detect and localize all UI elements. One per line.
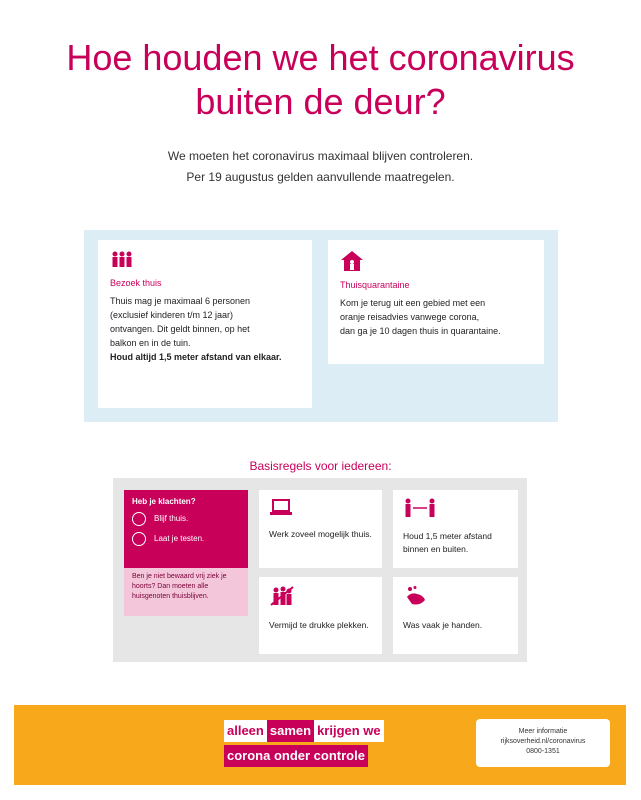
- title-line-2: buiten de deur?: [195, 81, 446, 122]
- card-quarantine: [328, 240, 544, 364]
- basis-rules-title: Basisregels voor iedereen:: [249, 459, 392, 473]
- title-line-1: Hoe houden we het coronavirus: [66, 37, 575, 78]
- card-line: dan ga je 10 dagen thuis in quarantaine.: [340, 326, 501, 336]
- slogan-word: krijgen we: [314, 720, 384, 742]
- card-line: ontvangen. Dit geldt binnen, op het: [110, 324, 250, 334]
- symptoms-note: Ben je niet bewaard vrij ziek je hoorts? Dan moeten alle huisgenoten thuisblijven.: [124, 568, 248, 616]
- info-line: Meer informatie: [518, 728, 568, 735]
- card-line: (exclusief kinderen t/m 12 jaar): [110, 310, 234, 320]
- rule-text: Was vaak je handen.: [403, 620, 483, 630]
- intro-line-2: Per 19 augustus gelden aanvullende maatregelen.: [186, 170, 455, 184]
- rule-text: Werk zoveel mogelijk thuis.: [269, 529, 372, 539]
- card-line: balkon en in de tuin.: [110, 338, 191, 348]
- intro-line-1: We moeten het coronavirus maximaal blijven controleren.: [167, 149, 474, 163]
- intro-text: [0, 146, 641, 188]
- page-title: [0, 36, 641, 124]
- laptop-icon: [269, 498, 293, 516]
- rule-text: Houd 1,5 meter afstand binnen en buiten.: [403, 531, 492, 554]
- crowd-avoid-icon: [269, 585, 295, 607]
- rule-wash-hands: [393, 577, 518, 654]
- card-line: oranje reisadvies vanwege corona,: [340, 312, 480, 322]
- symptoms-item: [132, 532, 240, 546]
- card-bold-note: Houd altijd 1,5 meter afstand van elkaar.: [110, 352, 282, 362]
- symptoms-card: [124, 490, 248, 568]
- symptoms-heading: Heb je klachten?: [132, 497, 196, 506]
- house-quarantine-icon: [340, 250, 364, 272]
- card-line: Thuis mag je maximaal 6 personen: [110, 296, 251, 306]
- slogan: [224, 720, 444, 770]
- slogan-word: samen: [267, 720, 314, 742]
- card-heading: Thuisquarantaine: [340, 280, 410, 290]
- rule-text: Vermijd te drukke plekken.: [269, 620, 369, 630]
- card-heading: Bezoek thuis: [110, 278, 162, 288]
- info-phone: 0800-1351: [526, 748, 560, 755]
- info-link[interactable]: rijksoverheid.nl/coronavirus: [500, 738, 586, 745]
- hand-wash-icon: [403, 585, 429, 607]
- test-icon: [132, 532, 146, 546]
- slogan-word: alleen: [224, 720, 267, 742]
- card-line: Kom je terug uit een gebied met een: [340, 298, 486, 308]
- rule-distance: [393, 490, 518, 568]
- group-people-icon: [110, 250, 134, 270]
- home-icon: [132, 512, 146, 526]
- rule-work-home: [259, 490, 382, 568]
- card-visit-home: [98, 240, 312, 408]
- slogan-word: corona onder controle: [224, 745, 368, 767]
- symptoms-item-label: Laat je testen.: [154, 534, 205, 543]
- distance-icon: [403, 498, 437, 518]
- info-box: [476, 719, 610, 767]
- rule-avoid-crowds: [259, 577, 382, 654]
- symptoms-item: [132, 512, 240, 526]
- symptoms-item-label: Blijf thuis.: [154, 514, 189, 523]
